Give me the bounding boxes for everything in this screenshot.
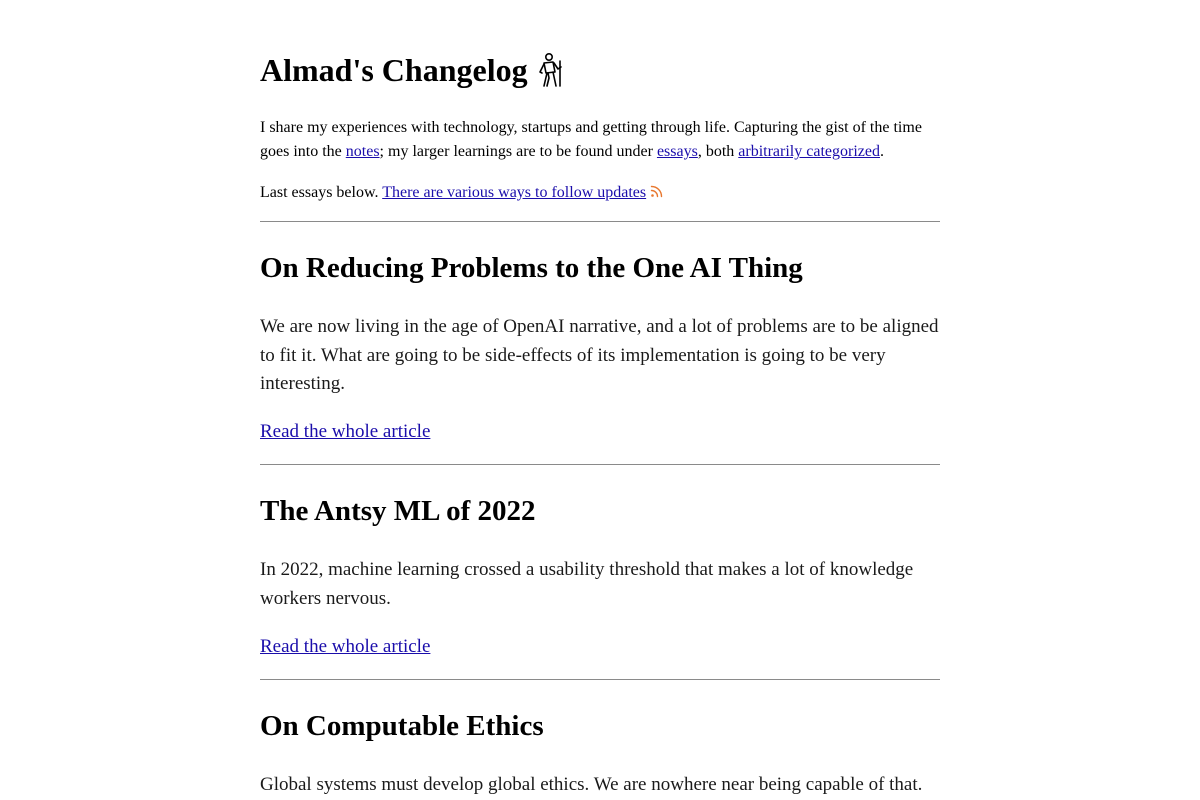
- read-article-link[interactable]: Read the whole article: [260, 636, 431, 657]
- intro-text-2: ; my larger learnings are to be found under: [379, 143, 657, 160]
- follow-paragraph: [260, 181, 940, 205]
- read-article-link[interactable]: Read the whole article: [260, 421, 431, 442]
- intro-paragraph: [260, 116, 940, 164]
- follow-text: Last essays below.: [260, 184, 383, 201]
- article-title: The Antsy ML of 2022: [260, 495, 536, 527]
- divider: [260, 464, 940, 465]
- article-title: On Reducing Problems to the One AI Thing: [260, 252, 803, 284]
- essays-link[interactable]: essays: [656, 143, 698, 160]
- intro-text-1: I share my experiences with technology, startups and getting through life. Capturing the gist of the time goes into the: [260, 119, 922, 160]
- intro-text-4: .: [879, 143, 884, 160]
- hiker-icon: [534, 52, 564, 88]
- notes-link[interactable]: notes: [345, 143, 380, 160]
- divider: [260, 679, 940, 680]
- article-summary: Global systems must develop global ethics. We are nowhere near being capable of that.: [260, 774, 923, 795]
- article-summary: In 2022, machine learning crossed a usability threshold that makes a lot of knowledge workers nervous.: [260, 559, 914, 609]
- article-title: On Computable Ethics: [260, 710, 544, 742]
- divider: [260, 221, 940, 222]
- intro-text-3: , both: [697, 143, 739, 160]
- site-title: [260, 48, 564, 92]
- article-summary: We are now living in the age of OpenAI narrative, and a lot of problems are to be aligned to fit it. What are going to be side-effects of its implementation is going to be very interesting.: [260, 316, 939, 394]
- rss-feed-icon[interactable]: [650, 182, 664, 196]
- follow-updates-link[interactable]: There are various ways to follow updates: [382, 184, 647, 201]
- site-title-text: Almad's Changelog: [260, 52, 528, 88]
- categories-link[interactable]: arbitrarily categorized: [738, 143, 880, 160]
